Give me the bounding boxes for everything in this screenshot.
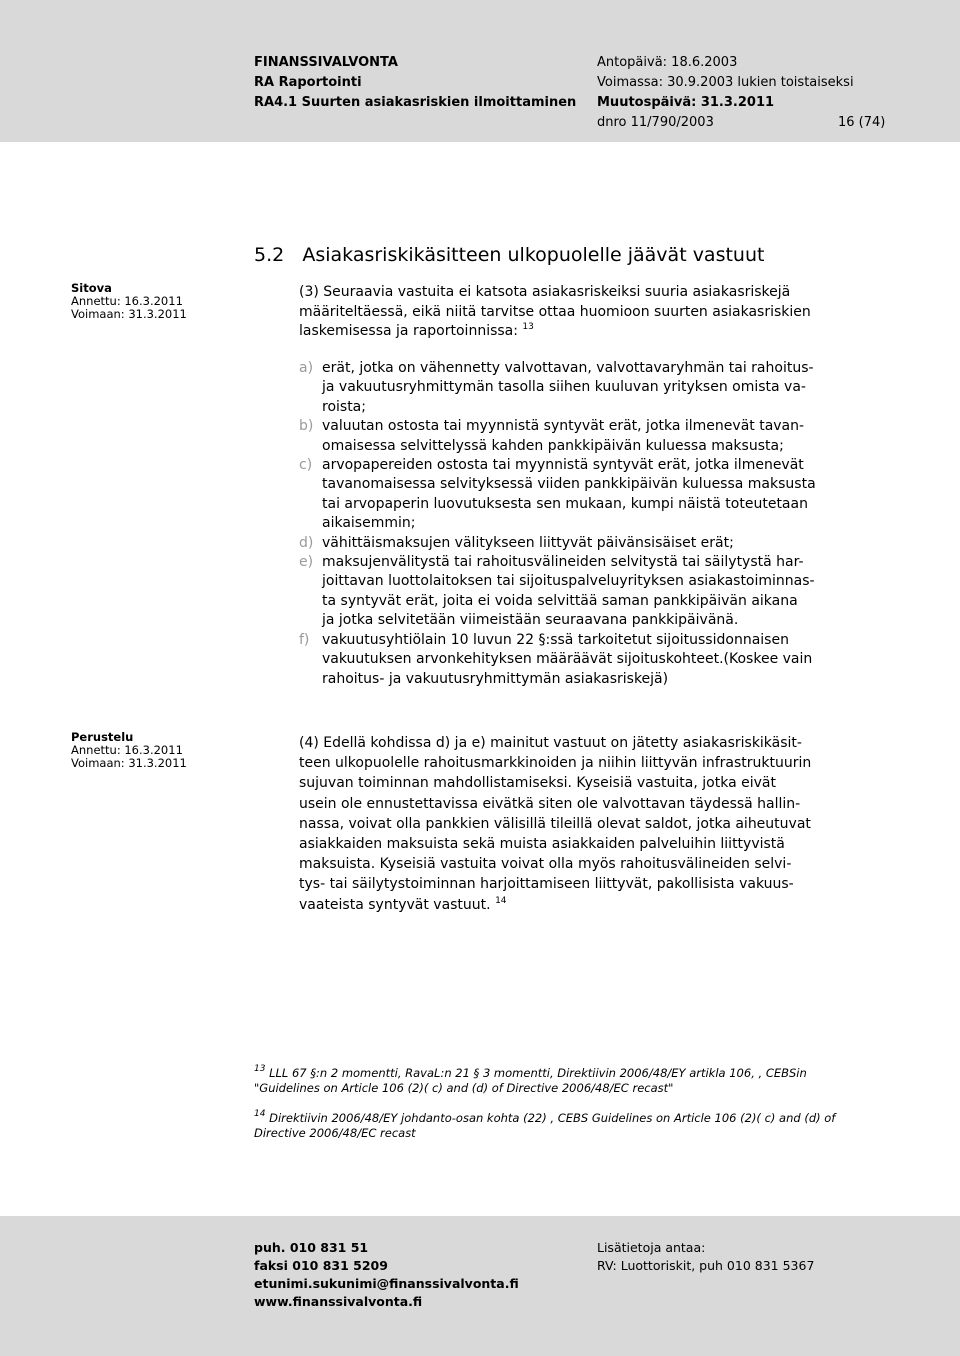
header-doc-title: RA4.1 Suurten asiakasriskien ilmoittaminen (254, 95, 577, 110)
sidebar-issued: Annettu: 16.3.2011 (71, 743, 183, 757)
footer-fax: faksi 010 831 5209 (254, 1258, 388, 1273)
header-issued: Antopäivä: 18.6.2003 (597, 55, 738, 70)
paragraph-line: laskemisessa ja raportoinnissa: $^{13}$ (299, 322, 534, 339)
footnote-14: $^{14}$ Direktiivin 2006/48/EY johdanto-osan kohta (22) , CEBS Guidelines on Article 106 (2)( c) and (d) of Directive 2006/48/EC recast (254, 1109, 836, 1140)
header-page: 16 (74) (838, 115, 886, 130)
header-org: FINANSSIVALVONTA (254, 55, 398, 70)
list-item: d) vähittäismaksujen välitykseen liittyvät päivänsisäiset erät; (299, 534, 899, 553)
exclusion-list (299, 359, 899, 689)
footer-info-label: Lisätietoja antaa: (597, 1240, 706, 1255)
paragraph-line: (3) Seuraavia vastuita ei katsota asiakasriskeiksi suuria asiakasriskejä (299, 284, 791, 300)
list-marker: c) (299, 457, 313, 474)
list-item: f) vakuutusyhtiölain 10 luvun 22 §:ssä tarkoitetut sijoitussidonnaisen vakuutuksen arvonkehityksen määräävät sijoituskohteet.(Koskee vain rahoitus- ja vakuutusryhmittymän asiakasriskejä) (299, 631, 813, 687)
paragraph-3 (299, 283, 899, 342)
header-amended: Muutospäivä: 31.3.2011 (597, 95, 775, 110)
footer-email[interactable]: etunimi.sukunimi@finanssivalvonta.fi (254, 1276, 519, 1291)
footnote-number: 14 (254, 1109, 266, 1119)
footer-info-value: RV: Luottoriskit, puh 010 831 5367 (597, 1258, 815, 1273)
paragraph-line: tys- tai säilytystoiminnan harjoittamiseen liittyvät, pakollisista vakuus- (299, 876, 794, 893)
footnote-ref: 13 (522, 322, 534, 332)
sidebar-label: Perustelu (71, 730, 134, 744)
list-item: b) valuutan ostosta tai myynnistä syntyvät erät, jotka ilmenevät tavan- omaisessa selvittelyssä kahden pankkipäivän kuluessa maksusta; (299, 418, 805, 454)
header-category: RA Raportointi (254, 75, 362, 90)
list-item: e) maksujenvälitystä tai rahoitusvälineiden selvitystä tai säilytystä har- joittavan luottolaitoksen tai sijoituspalveluyrityksen asiakastoiminnas- ta syntyvät erät, joita ei voida selvittää saman pankkipäivän aikana ja jotka selvitetään viimeistään seuraavana pankkipäivänä. (299, 554, 815, 629)
sidebar-binding (71, 282, 187, 321)
footnote-ref: 14 (495, 895, 507, 906)
list-marker: a) (299, 360, 314, 376)
list-marker: e) (299, 554, 314, 571)
paragraph-line: vaateista syntyvät vastuut. $^{14}$ (299, 895, 507, 913)
footer-website[interactable]: www.finanssivalvonta.fi (254, 1294, 423, 1309)
sidebar-label: Sitova (71, 281, 112, 295)
paragraph-line: teen ulkopuolelle rahoitusmarkkinoiden ja niihin liittyvän infrastruktuurin (299, 755, 812, 772)
list-item: a) erät, jotka on vähennetty valvottavan, valvottavaryhmän tai rahoitus- ja vakuutusryhmittymän tasolla siihen kuuluvan yrityksen omista va- roista; (299, 360, 814, 415)
sidebar-issued: Annettu: 16.3.2011 (71, 294, 183, 308)
sidebar-effective: Voimaan: 31.3.2011 (71, 756, 187, 770)
header-valid: Voimassa: 30.9.2003 lukien toistaiseksi (597, 75, 854, 90)
paragraph-line: sujuvan toiminnan mahdollistamiseksi. Kyseisiä vastuita, jotka eivät (299, 775, 776, 792)
page-header (0, 0, 960, 142)
footer-phone: puh. 010 831 51 (254, 1240, 369, 1255)
paragraph-line: usein ole ennustettavissa eivätkä siten ole valvottavan täydessä hallin- (299, 795, 801, 812)
paragraph-line: (4) Edellä kohdissa d) ja e) mainitut vastuut on jätetty asiakasriskikäsit- (299, 735, 802, 751)
list-item: c) arvopapereiden ostosta tai myynnistä syntyvät erät, jotka ilmenevät tavanomaisessa selvityksessä viiden pankkipäivän kuluessa maksusta tai arvopaperin luovutuksesta sen mukaan, kumpi näistä toteutetaan aikaisemmin; (299, 457, 816, 532)
section-heading (254, 244, 764, 266)
paragraph-line: määriteltäessä, eikä niitä tarvitse ottaa huomioon suurten asiakasriskien (299, 303, 811, 320)
sidebar-effective: Voimaan: 31.3.2011 (71, 307, 187, 321)
page-footer (0, 1216, 960, 1356)
footnote-13: $^{13}$ LLL 67 §:n 2 momentti, RavaL:n 21 § 3 momentti, Direktiivin 2006/48/EY artikla 106, , CEBSin "Guidelines on Article 106 (2)( c) and (d) of Directive 2006/48/EC recast" (254, 1064, 807, 1095)
section-title: Asiakasriskikäsitteen ulkopuolelle jäävät vastuut (302, 244, 765, 266)
footnote-number: 13 (254, 1064, 266, 1074)
list-marker: b) (299, 418, 314, 435)
list-marker: f) (299, 631, 310, 648)
paragraph-line: asiakkaiden maksuista sekä muista asiakkaiden palveluihin liittyvistä (299, 836, 785, 853)
section-number: 5.2 (254, 244, 285, 266)
paragraph-line: nassa, voivat olla pankkien välisillä tileillä olevat saldot, jotka aiheutuvat (299, 815, 811, 832)
paragraph-line: maksuista. Kyseisiä vastuita voivat olla myös rahoitusvälineiden selvi- (299, 856, 792, 873)
header-ref: dnro 11/790/2003 (597, 115, 714, 130)
paragraph-4 (299, 733, 899, 915)
sidebar-rationale (71, 731, 187, 770)
list-marker: d) (299, 534, 314, 551)
